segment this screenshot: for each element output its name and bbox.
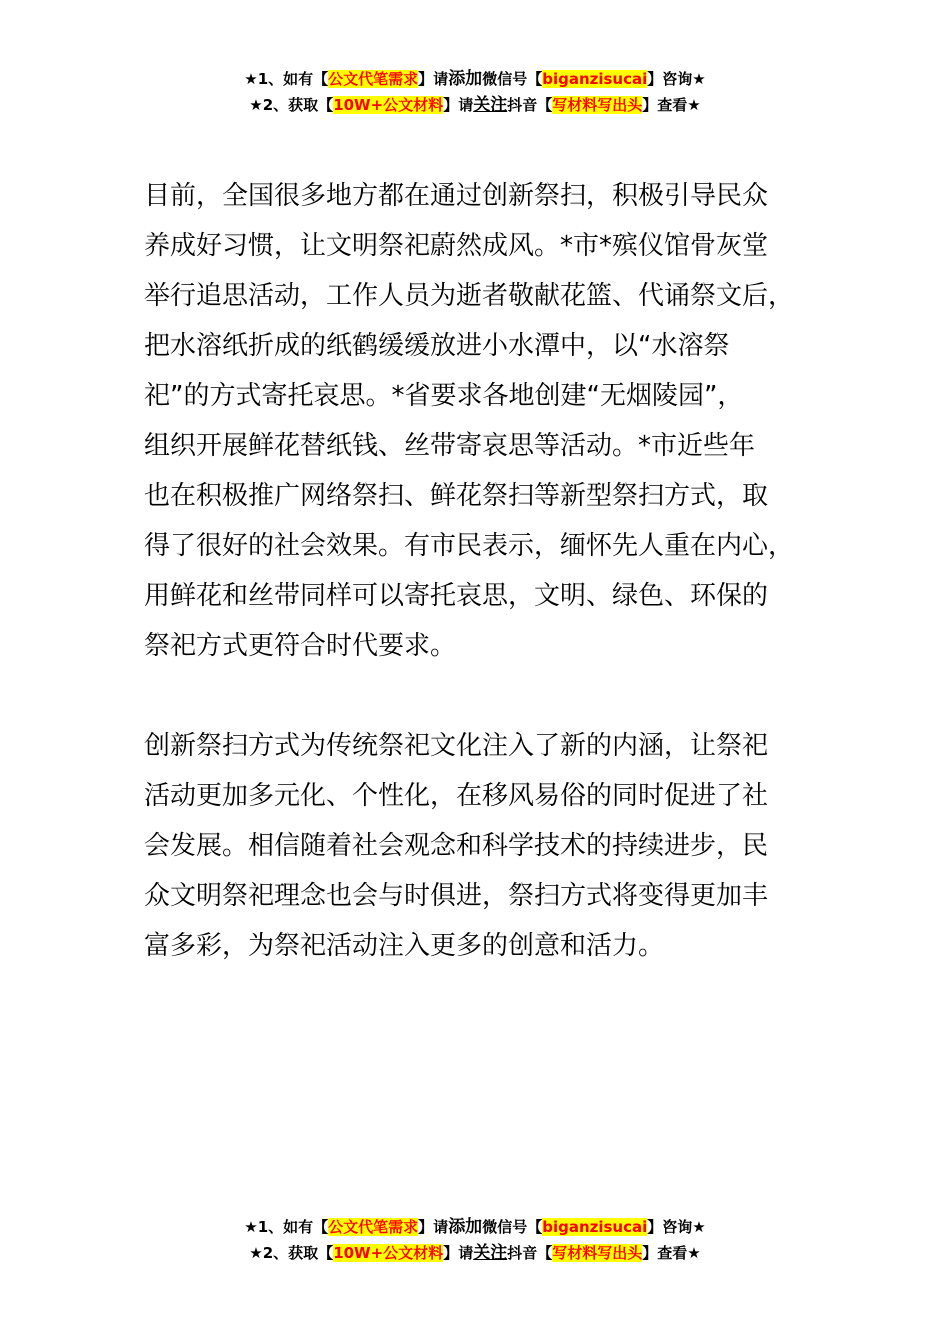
text-line: 富多彩，为祭祀活动注入更多的创意和活力。 [144,931,665,961]
banner-text: ★1、如有【 [244,1218,329,1236]
banner-text: 】查看★ [642,96,701,114]
highlight-wechat-id: biganzisucai [542,70,648,88]
text-line: 也在积极推广网络祭扫、鲜花祭扫等新型祭扫方式，取 [144,481,769,511]
banner-line-1 [0,1214,950,1240]
banner-text: 】咨询★ [647,1218,706,1236]
banner-text: 】咨询★ [647,70,706,88]
text-line: 活动更加多元化、个性化，在移风易俗的同时促进了社 [144,781,769,811]
banner-text: 】请 [443,1244,474,1262]
banner-line-1 [0,66,950,92]
text-line: 养成好习惯，让文明祭祀蔚然成风。*市*殡仪馆骨灰堂 [144,231,769,261]
banner-text: 】查看★ [642,1244,701,1262]
banner-text: 】请 [443,96,474,114]
banner-text: 抖音【 [507,1244,553,1262]
banner-text: 微信号【 [482,1218,543,1236]
highlight-service: 公文代笔需求 [328,1218,419,1236]
text-line: 会发展。相信随着社会观念和科学技术的持续进步，民 [144,831,769,861]
highlight-douyin-account: 写材料写出头 [552,1244,643,1262]
highlight-service: 公文代笔需求 [328,70,419,88]
banner-text: ★2、获取【 [249,96,334,114]
paragraph-2 [144,721,834,971]
banner-emphasis: 添加 [448,69,483,89]
banner-line-2 [0,1240,950,1266]
banner-text: 】请 [418,1218,449,1236]
text-line: 把水溶纸折成的纸鹤缓缓放进小水潭中，以“水溶祭 [144,331,730,361]
highlight-materials: 10W+公文材料 [333,1244,444,1262]
banner-emphasis: 关注 [473,1243,508,1263]
banner-text: 微信号【 [482,70,543,88]
footer-banner [0,1214,950,1266]
banner-text: ★1、如有【 [244,70,329,88]
highlight-douyin-account: 写材料写出头 [552,96,643,114]
highlight-materials: 10W+公文材料 [333,96,444,114]
text-line: 创新祭扫方式为传统祭祀文化注入了新的内涵，让祭祀 [144,731,769,761]
banner-emphasis: 关注 [473,95,508,115]
text-line: 得了很好的社会效果。有市民表示，缅怀先人重在内心， [144,531,795,561]
text-line: 目前，全国很多地方都在通过创新祭扫，积极引导民众 [144,181,769,211]
document-body [144,171,834,971]
banner-text: ★2、获取【 [249,1244,334,1262]
banner-text: 】请 [418,70,449,88]
text-line: 用鲜花和丝带同样可以寄托哀思，文明、绿色、环保的 [144,581,769,611]
highlight-wechat-id: biganzisucai [542,1218,648,1236]
text-line: 组织开展鲜花替纸钱、丝带寄哀思等活动。*市近些年 [144,431,756,461]
paragraph-1 [144,171,834,671]
banner-emphasis: 添加 [448,1217,483,1237]
text-line: 祀”的方式寄托哀思。*省要求各地创建“无烟陵园”， [144,381,744,411]
banner-line-2 [0,92,950,118]
text-line: 举行追思活动，工作人员为逝者敬献花篮、代诵祭文后， [144,281,795,311]
header-banner [0,66,950,118]
text-line: 众文明祭祀理念也会与时俱进，祭扫方式将变得更加丰 [144,881,769,911]
text-line: 祭祀方式更符合时代要求。 [144,631,457,661]
banner-text: 抖音【 [507,96,553,114]
